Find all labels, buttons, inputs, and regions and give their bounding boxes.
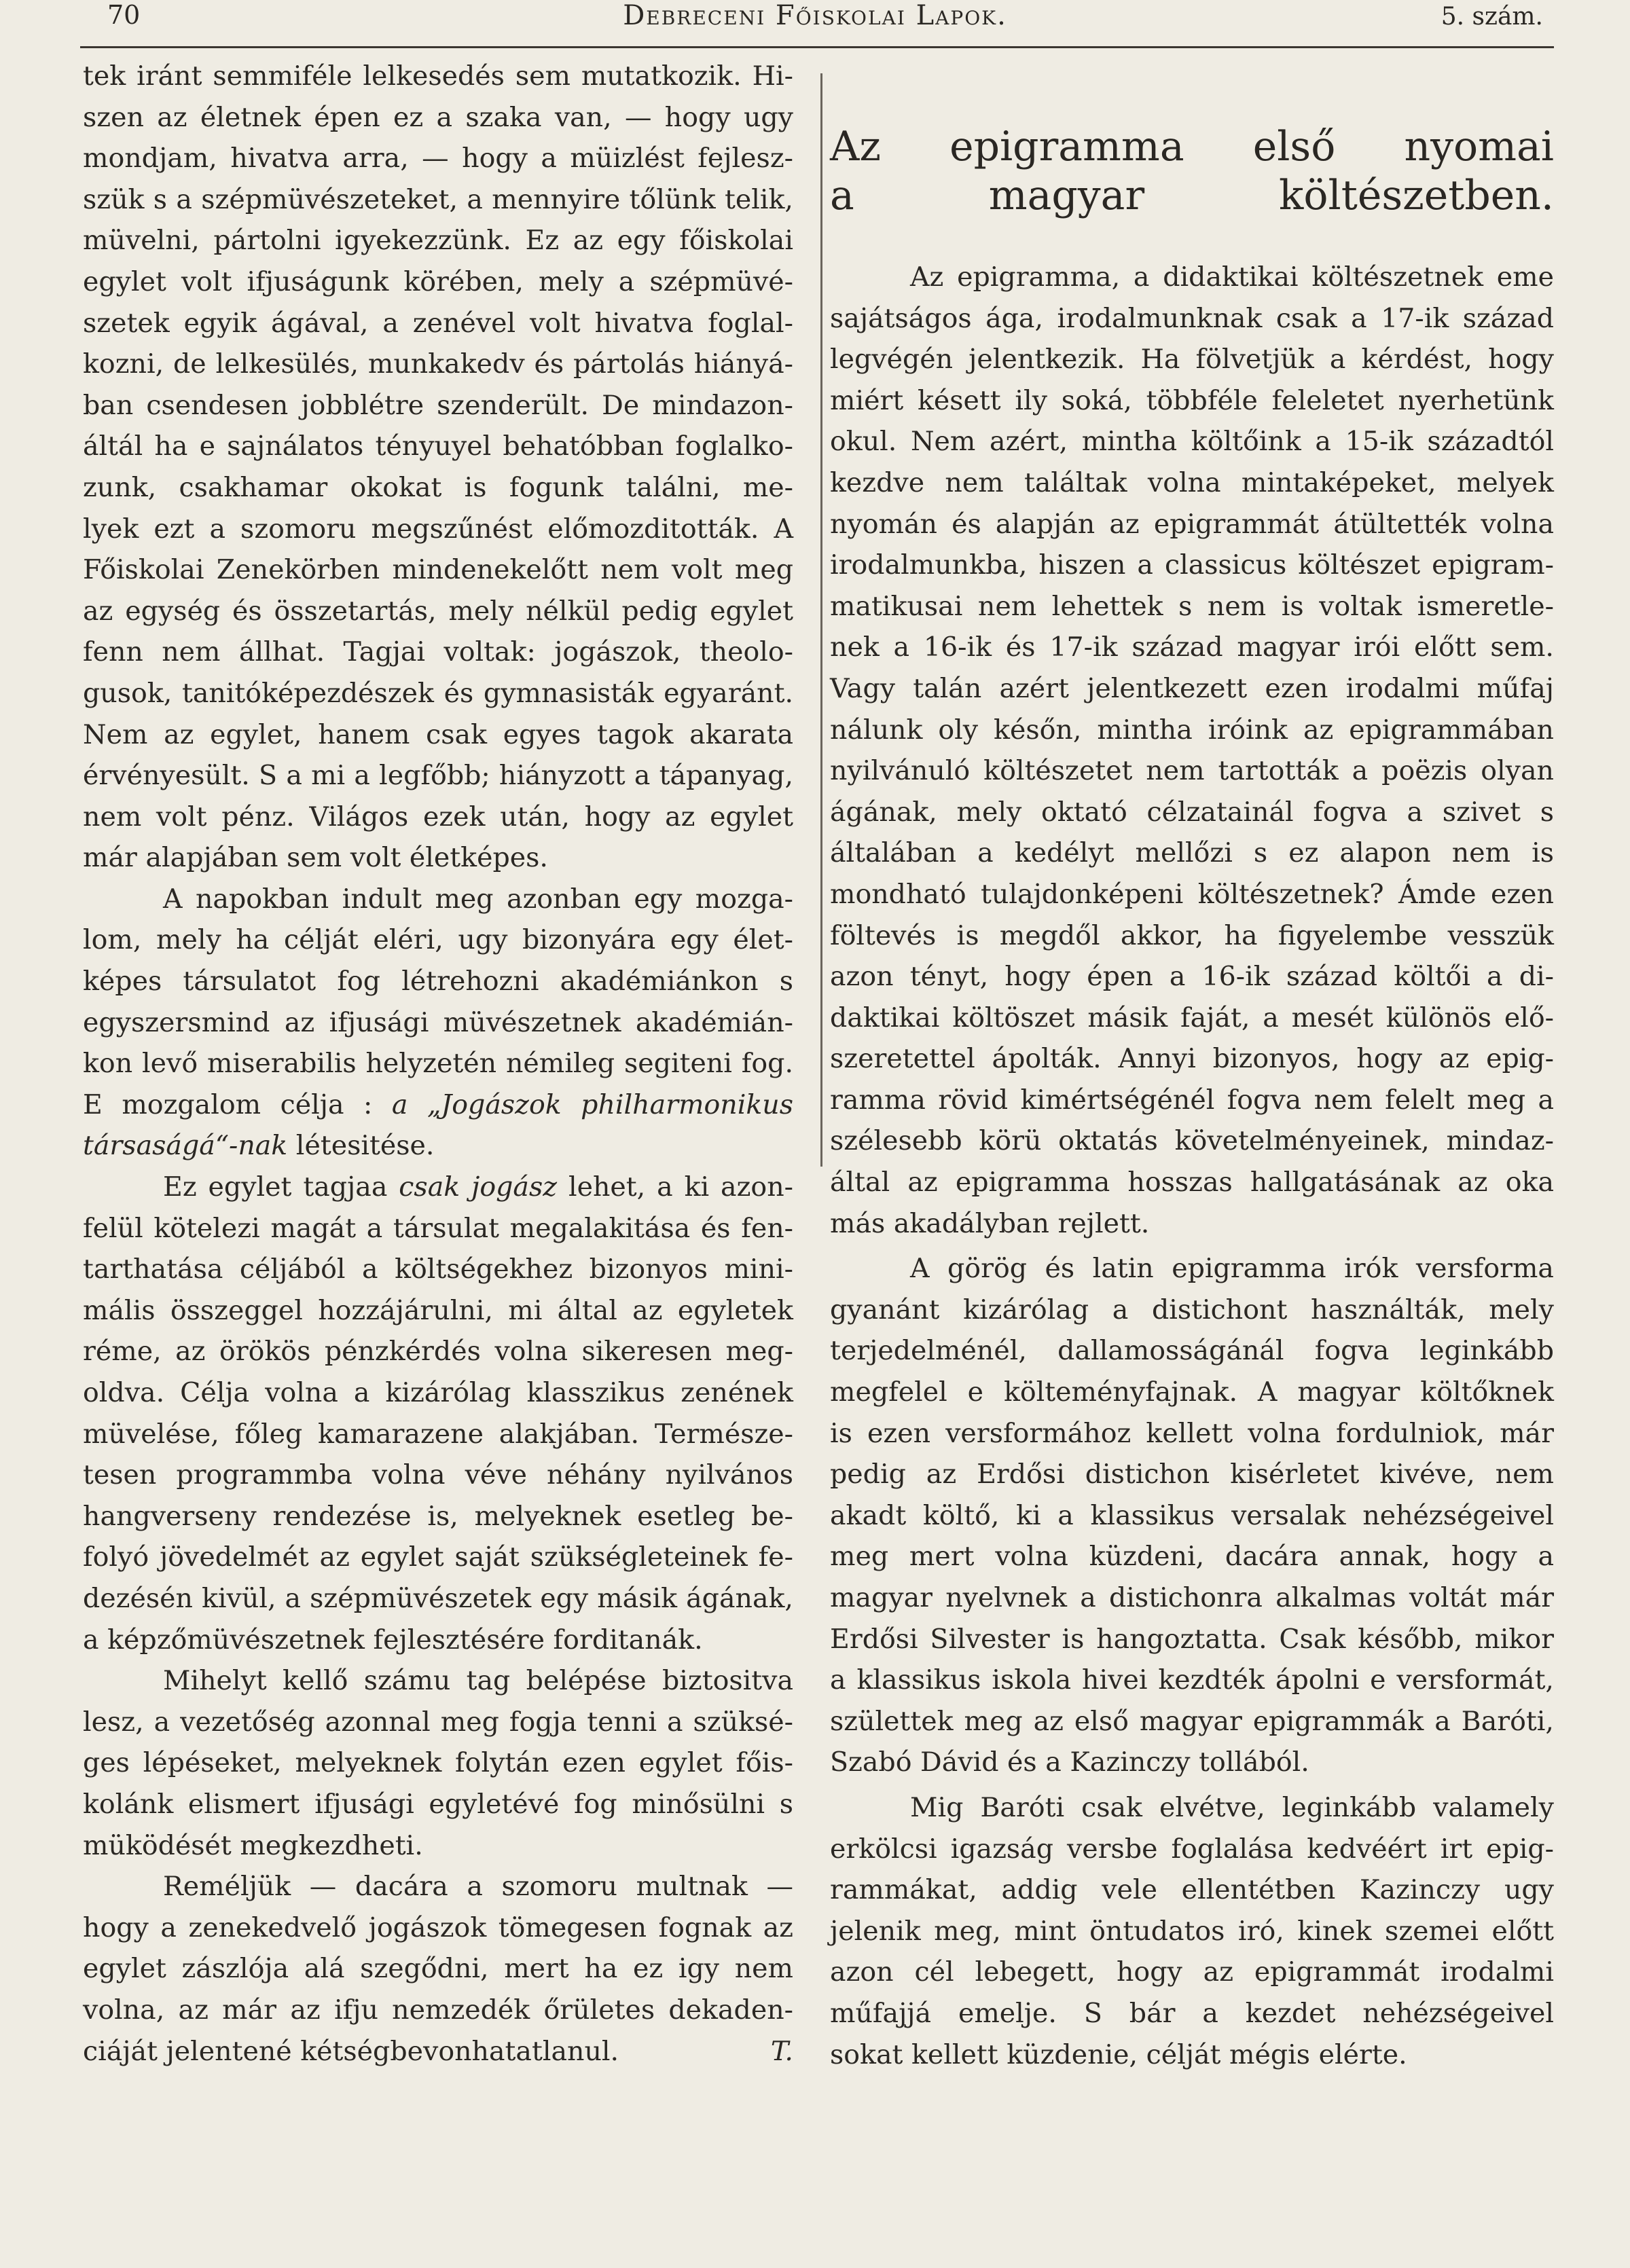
text-line: ciáját jelentené kétségbevonhatatlanul. (83, 2035, 619, 2067)
article-title-line-2: a magyar költészetben. (830, 172, 1554, 219)
text-line: más akadályban rejlett. (830, 1207, 1150, 1239)
text-line: egyszersmind az ifjusági müvészetnek akadémián- (83, 1006, 793, 1038)
text-line: már alapjában sem volt életképes. (83, 842, 548, 874)
text-line: is ezen versformához kellett volna fordulniok, már (830, 1417, 1554, 1449)
text-line: Vagy talán azért jelentkezett ezen irodalmi műfaj (830, 672, 1554, 704)
text-line: szen az életnek épen ez a szaka van, — hogy ugy (83, 101, 793, 133)
text-line: nem volt pénz. Világos ezek után, hogy az egylet (83, 801, 793, 833)
text-line: dezésén kivül, a szépmüvészetek egy másik ágának, (83, 1582, 793, 1614)
left-paragraph-2 (83, 879, 793, 1084)
text-line (83, 1167, 793, 1208)
text-span: E mozgalom célja : (83, 1089, 392, 1120)
text-span: Ez egylet tagjaa (163, 1171, 399, 1203)
left-paragraph-1 (83, 56, 793, 879)
text-line: müvelése, főleg kamarazene alakjában. Természe- (83, 1418, 793, 1450)
left-paragraph-3 (83, 1208, 793, 1661)
text-line: jelenik meg, mint öntudatos iró, kinek szemei előtt (830, 1915, 1554, 1947)
text-line: gyanánt kizárólag a distichont használták, mely (830, 1294, 1554, 1325)
text-line: tarthatása céljából a költségekhez bizonyos mini- (83, 1254, 793, 1285)
text-line: mális összeggel hozzájárulni, mi által az egyletek (83, 1294, 793, 1326)
text-line: müködését megkezdheti. (83, 1829, 423, 1861)
text-line: lesz, a vezetőség azonnal meg fogja tenni a szüksé- (83, 1706, 793, 1738)
left-column (83, 56, 793, 2072)
text-line: felül kötelezi magát a társulat megalakitása és fen- (83, 1212, 793, 1244)
text-line: kolánk elismert ifjusági egyletévé fog minősülni s (83, 1788, 793, 1820)
text-line: képes társulatot fog létrehozni akadémiánkon s (83, 966, 793, 998)
header-rule (80, 46, 1554, 48)
right-column (830, 56, 1554, 2075)
text-line: mondható tulajdonképeni költészetnek? Ámde ezen (830, 878, 1554, 910)
text-line: daktikai költöszet másik faját, a mesét különös elő- (830, 1002, 1554, 1034)
text-line: szetek egyik ágával, a zenével volt hivatva foglal- (83, 307, 793, 339)
text-line: ban csendesen jobblétre szenderült. De mindazon- (83, 389, 793, 421)
text-line: megfelel e költeményfajnak. A magyar költőknek (830, 1376, 1554, 1408)
text-line: ágának, mely oktató célzatainál fogva a szivet s (830, 796, 1554, 828)
right-paragraph-3 (830, 1787, 1554, 2075)
text-line: Reméljük — dacára a szomoru multnak — (163, 1871, 793, 1903)
text-line: Erdősi Silvester is hangoztatta. Csak később, mikor (830, 1623, 1554, 1655)
text-line: hogy a zenekedvelő jogászok tömegesen fognak az (83, 1912, 793, 1943)
text-line: miért késett ily soká, többféle feleletet nyerhetünk (830, 384, 1554, 416)
text-line: az egység és összetartás, mely nélkül pedig egylet (83, 595, 793, 627)
text-line: általában a kedélyt mellőzi s ez alapon nem is (830, 837, 1554, 869)
text-line: azon tényt, hogy épen a 16-ik század költői a di- (830, 961, 1554, 993)
text-line: müvelni, pártolni igyekezzünk. Ez az egy főiskolai (83, 225, 793, 257)
italic-text: csak jogász (399, 1171, 558, 1203)
text-line (83, 1125, 793, 1167)
text-line: volna, az már az ifju nemzedék őrületes dekaden- (83, 1994, 793, 2026)
text-line: a klassikus iskola hivei kezdték ápolni e versformát, (830, 1664, 1554, 1696)
right-paragraph-2 (830, 1248, 1554, 1783)
text-line: egylet zászlója alá szegődni, mert ha ez igy nem (83, 1953, 793, 1985)
text-line: sajátságos ága, irodalmunknak csak a 17-ik század (830, 302, 1554, 334)
text-line: nálunk oly későn, mintha iróink az epigrammában (830, 714, 1554, 746)
text-line: sokat kellett küzdenie, célját mégis elérte. (830, 2038, 1407, 2070)
text-line: kezdve nem találtak volna mintaképeket, melyek (830, 467, 1554, 498)
text-line: okul. Nem azért, mintha költőink a 15-ik századtól (830, 426, 1554, 458)
page-number: 70 (107, 0, 141, 30)
text-line: érvényesült. S a mi a legfőbb; hiányzott a tápanyag, (83, 760, 793, 792)
text-line: nyilvánuló költészetet nem tartották a poëzis olyan (830, 755, 1554, 787)
text-line: irodalmunkba, hiszen a classicus költészet epigram- (830, 549, 1554, 581)
text-line: szük s a szépmüvészeteket, a mennyire tőlünk telik, (83, 183, 793, 215)
text-line: fenn nem állhat. Tagjai voltak: jogászok, theolo- (83, 636, 793, 668)
text-line: szélesebb körü oktatás követelményeinek, mindaz- (830, 1125, 1554, 1157)
left-paragraph-5 (83, 1866, 793, 2072)
text-line: föltevés is megdől akkor, ha figyelembe vesszük (830, 919, 1554, 951)
journal-title: Debreceni Főiskolai Lapok. (623, 0, 1007, 31)
italic-text: társaságá“-nak (83, 1130, 288, 1162)
text-line: születtek meg az első magyar epigrammák a Baróti, (830, 1705, 1554, 1737)
text-line: által az epigramma hosszas hallgatásának az oka (830, 1167, 1554, 1199)
left-paragraph-4 (83, 1660, 793, 1866)
text-line: a képzőmüvészetnek fejlesztésére forditanák. (83, 1624, 703, 1656)
text-line: ramma rövid kimértségénél fogva nem felelt meg a (830, 1084, 1554, 1116)
text-line: ges lépéseket, melyeknek folytán ezen egylet főis- (83, 1747, 793, 1779)
text-line: azon cél lebegett, hogy az epigrammát irodalmi (830, 1956, 1554, 1988)
text-line: mondjam, hivatva arra, — hogy a müizlést fejlesz- (83, 143, 793, 175)
article-title-line-1: Az epigramma első nyomai (830, 123, 1554, 170)
text-line: nek a 16-ik és 17-ik század magyar irói előtt sem. (830, 632, 1554, 663)
text-line: oldva. Célja volna a kizárólag klasszikus zenének (83, 1377, 793, 1408)
text-line: nyomán és alapján az epigrammát átültették volna (830, 508, 1554, 540)
text-line: tek iránt semmiféle lelkesedés sem mutatkozik. Hi- (83, 60, 793, 92)
text-line (83, 1084, 793, 1126)
text-line: Mihelyt kellő számu tag belépése biztositva (163, 1665, 793, 1697)
text-span: létesitése. (287, 1130, 435, 1162)
text-line: réme, az örökös pénzkérdés volna sikeresen meg- (83, 1336, 793, 1368)
text-line: terjedelménél, dallamosságánál fogva leginkább (830, 1335, 1554, 1367)
italic-text: a „Jogászok philharmonikus (391, 1089, 793, 1120)
text-line: rammákat, addig vele ellentétben Kazinczy ugy (830, 1874, 1554, 1906)
text-line: Főiskolai Zenekörben mindenekelőtt nem volt meg (83, 554, 793, 586)
text-line: erkölcsi igazság versbe foglalása kedvéért irt epig- (830, 1833, 1554, 1865)
text-line: A görög és latin epigramma irók versforma (910, 1253, 1554, 1285)
text-line: pedig az Erdősi distichon kisérletet kivéve, nem (830, 1459, 1554, 1490)
text-line: gusok, tanitóképezdészek és gymnasisták egyaránt. (83, 677, 793, 709)
text-line: zunk, csakhamar okokat is fogunk találni, me- (83, 471, 793, 503)
text-line: legvégén jelentkezik. Ha fölvetjük a kérdést, hogy (830, 344, 1554, 376)
text-line: Mig Baróti csak elvétve, leginkább valamely (910, 1791, 1554, 1823)
text-line: matikusai nem lehettek s nem is voltak ismeretle- (830, 590, 1554, 622)
page-header (82, 0, 1548, 42)
text-line: A napokban indult meg azonban egy mozga- (163, 883, 793, 915)
text-line: egylet volt ifjuságunk körében, mely a szépmüvé- (83, 266, 793, 297)
article-title (830, 122, 1554, 220)
text-line: műfajjá emelje. S bár a kezdet nehézségeivel (830, 1997, 1554, 2029)
text-line: lom, mely ha célját eléri, ugy bizonyára egy élet- (83, 924, 793, 956)
right-paragraph-1 (830, 257, 1554, 1244)
text-line: kozni, de lelkesülés, munkakedv és pártolás hiányá- (83, 348, 793, 380)
text-line: hangverseny rendezése is, melyeknek esetleg be- (83, 1500, 793, 1532)
text-line: szeretettel ápolták. Annyi bizonyos, hogy az epig- (830, 1043, 1554, 1075)
text-line: akadt költő, ki a klassikus versalak nehézségeivel (830, 1499, 1554, 1531)
text-line: magyar nyelvnek a distichonra alkalmas voltát már (830, 1582, 1554, 1613)
text-line: meg mert volna küzdeni, dacára annak, hogy a (830, 1541, 1554, 1573)
text-line: áltál ha e sajnálatos tényuyel behatóbban foglalko- (83, 431, 793, 462)
text-line: Szabó Dávid és a Kazinczy tollából. (830, 1746, 1309, 1778)
text-line: folyó jövedelmét az egylet saját szükségleteinek fe- (83, 1541, 793, 1573)
text-line: tesen programmba volna véve néhány nyilvános (83, 1459, 793, 1491)
text-line: Nem az egylet, hanem csak egyes tagok akarata (83, 718, 793, 750)
text-line: Az epigramma, a didaktikai költészetnek eme (910, 261, 1554, 293)
issue-number: 5. szám. (1441, 3, 1543, 31)
column-divider (820, 73, 822, 1167)
author-signature: T. (770, 2035, 793, 2067)
text-line: kon levő miserabilis helyzetén némileg segiteni fog. (83, 1048, 793, 1080)
text-line: lyek ezt a szomoru megszűnést előmozditották. A (83, 513, 793, 545)
text-span: lehet, a ki azon- (557, 1171, 793, 1203)
